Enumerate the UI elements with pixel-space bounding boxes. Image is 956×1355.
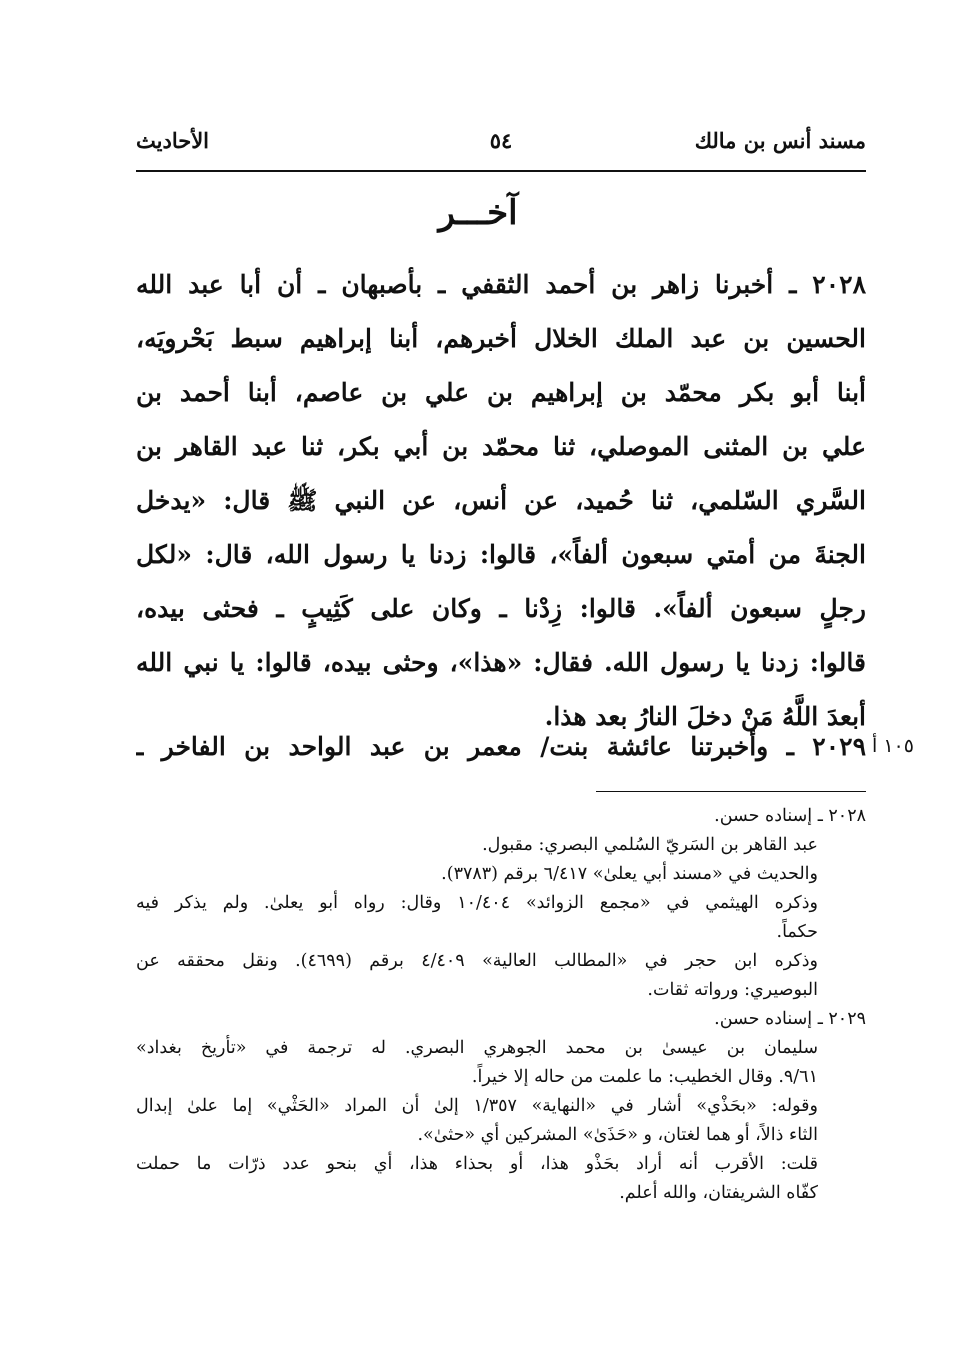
- hadith-line: قالوا: زدنا يا رسول الله. فقال: «هذا»، وحثى بيده، قالوا: يا نبي الله: [136, 648, 866, 677]
- hadith-2029-line: ٢٠٢٩ ـ وأخبرتنا عائشة بنت/ معمر بن عبد الواحد بن الفاخر ـ: [136, 732, 866, 761]
- footnote-line: وذكره الهيثمي في «مجمع الزوائد» ١٠/٤٠٤ وقال: رواه أبو يعلىٰ. ولم يذكر فيه: [136, 893, 818, 913]
- footnote-2028-heading: ٢٠٢٨ ـ إسناده حسن.: [714, 806, 866, 826]
- section-title: آخـــر: [438, 193, 518, 233]
- hadith-line: رجلٍ سبعون ألفاً». قالوا: زِدْنا ـ وكان على كَثِيبٍ ـ فحثى بيده،: [136, 594, 866, 623]
- hadith-line: علي بن المثنى الموصلي، ثنا محمّد بن أبي بكر، ثنا عبد القاهر بن: [136, 432, 866, 461]
- hadith-line: أبعدَ اللَّهُ مَنْ دخلَ النارُ بعد هذا.: [544, 702, 866, 731]
- footnote-line: وقوله: «بحَذْي» أشار في «النهاية» ١/٣٥٧ إلىٰ أن المراد «الحَثْي» إما علىٰ إبدال: [136, 1096, 818, 1116]
- running-header: [136, 128, 866, 168]
- footnote-divider: [596, 791, 866, 792]
- footnote-line: والحديث في «مسند أبي يعلىٰ» ٦/٤١٧ برقم (٣٧٨٣).: [441, 864, 818, 884]
- hadith-line: الجنةَ من أمتي سبعون ألفاً»، قالوا: زدنا يا رسول الله، قال: «لكل: [136, 540, 866, 569]
- header-divider: [136, 170, 866, 172]
- footnote-line: البوصيري: ورواته ثقات.: [647, 980, 818, 1000]
- footnotes: [136, 802, 866, 1208]
- manuscript-folio-ref: ١٠٥ أ: [872, 735, 914, 757]
- footnote-2029-heading: ٢٠٢٩ ـ إسناده حسن.: [714, 1009, 866, 1029]
- section-name: الأحاديث: [136, 128, 210, 153]
- hadith-line: ٢٠٢٨ ـ أخبرنا زاهر بن أحمد الثقفي ـ بأصبهان ـ أن أبا عبد الله: [136, 270, 866, 299]
- hadith-2028: [136, 258, 866, 744]
- hadith-line: الحسين بن عبد الملك الخلال أخبرهم، أبنا إبراهيم سبط بَحْرويَه،: [136, 324, 866, 353]
- footnote-line: كفّاه الشريفتان، والله أعلم.: [619, 1183, 818, 1203]
- footnote-line: حكماً.: [776, 922, 818, 942]
- footnote-line: سليمان بن عيسىٰ بن محمد الجوهري البصري. له ترجمة في «تأريخ بغداد»: [136, 1038, 818, 1058]
- footnote-line: عبد القاهر بن السَريّ السُلمي البصري: مقبول.: [482, 835, 818, 855]
- footnote-line: وذكره ابن حجر في «المطالب العالية» ٤/٤٠٩ برقم (٤٦٩٩). ونقل محققه عن: [136, 951, 819, 971]
- footnote-line: ٩/٦١. وقال الخطيب: ما علمت من حاله إلا خيراً.: [471, 1067, 818, 1087]
- footnote-line: الثاء ذالاً، أو هما لغتان، و «حَذَىٰ» المشركين أي «حثىٰ».: [417, 1125, 818, 1145]
- book-title: مسند أنس بن مالك: [694, 128, 866, 153]
- hadith-line: أبنا أبو بكر محمّد بن إبراهيم بن علي بن عاصم، أبنا أحمد بن: [136, 378, 866, 407]
- page-number: ٥٤: [489, 128, 513, 153]
- hadith-line: السَّري السّلمي، ثنا حُميد، عن أنس، عن النبي ﷺ قال: «يدخل: [136, 486, 866, 515]
- footnote-line: قلت: الأقرب أنه أراد بحَذْو هذا، أو بحذاء هذا، أي بنحو عدد ذرّات ما حملت: [136, 1154, 818, 1174]
